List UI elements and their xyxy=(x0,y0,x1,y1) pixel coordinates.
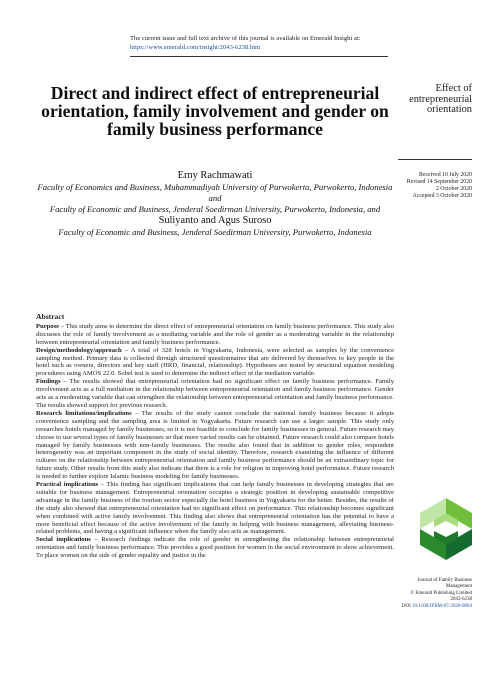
logo-facet xyxy=(420,498,446,529)
section-label: Research limitations/implications xyxy=(36,409,132,417)
emerald-journal-logo-icon xyxy=(420,498,472,560)
running-title-rule xyxy=(398,159,472,160)
abstract-section-findings: Findings – The results showed that entrepreneurial orientation had no significant effect on family business performance. Family involvement acts as a full mediation in the relationship between entrepreneurial orientation and family business performance. Gender acts as a moderating variable that can strengthen the relationship between entrepreneurial orientation and family business performance. The results showed support for previous research. xyxy=(36,378,394,409)
author-name: Erny Rachmawati xyxy=(177,170,253,181)
doi-label: DOI xyxy=(401,603,411,609)
journal-name: Journal of Family Business Management xyxy=(417,578,472,590)
doi-line xyxy=(396,604,472,610)
author-affiliation: Faculty of Economics and Business, Muhammadiyah University of Purwokerto, Purwokerto, Indonesia and xyxy=(37,182,393,203)
running-title: Effect of entrepreneurial orientation xyxy=(409,83,472,116)
abstract-section-limitations: Research limitations/implications – The results of the study cannot conclude the national family business because it adopts convenience sampling and the sampling area is limited in Yogyakarta. Future research can use a larger sample. This study only researches hotels managed by family businesses, so it is not feasible to conclude for family businesses in general. Future research may choose to use several types of family businesses so that more varied results can be obtained. Future research could also compare hotels managed by family businesses with non-family businesses. The results also found that in addition to gender roles, respondent heterogeneity was an important component in the study of social identity. Therefore, research examining the influence of different cultures on the relationship between entrepreneurial orientation and family business performance should be an extraordinary topic for future study. Other results from this study also indicate that there is a role for religion in improving hotel performance. Future research is needed to further explore Islamic business modeling for family businesses. xyxy=(36,409,394,481)
section-text: Research findings indicate the role of gender in strengthening the relationship between entrepreneurial orientation and family business performance. This provides a good position for women in the social environment to show achievement. To place women on the side of gender equality and justice in the xyxy=(36,536,395,560)
abstract-heading: Abstract xyxy=(36,312,65,321)
author-block xyxy=(36,170,394,238)
access-note xyxy=(130,34,430,52)
author-affiliation: Faculty of Economic and Business, Jenderal Soedirman University, Purwokerto, Indonesia, and xyxy=(49,204,381,214)
access-note-text: The current issue and full text archive of this journal is available on Emerald Insight at: xyxy=(130,35,361,42)
abstract-section-design: Design/methodology/approach – A total of 328 hotels in Yogyakarta, Indonesia, were selected as samples by the convenience sampling method. Primary data is collected through structured questionnaires that are delivered by themselves to key people in the hotel such as owners, directors and key staff (HRD, financial, relationship). Hypotheses are tested by structural equation modeling procedures using AMOS 22.0. Sobel test is used to determine the indirect effect of the mediation variable. xyxy=(36,346,394,378)
article-title: Direct and indirect effect of entrepreneurial orientation, family involvement and gender on family business performance xyxy=(41,83,389,139)
section-text: The results showed that entrepreneurial orientation had no significant effect on family business performance. Family involvement acts as a full mediation in the relationship between entrepreneurial orientation and family business performance. Gender acts as a moderating variable that can strengthen the relationship between entrepreneurial orientation and family business performance. The results showed support for previous research. xyxy=(36,378,394,409)
section-label: Social implications xyxy=(36,536,91,544)
section-text: The results of the study cannot conclude the national family business because it adopts convenience sampling and the sampling area is limited in Yogyakarta. Future research can use a larger sample. This study only researches hotels managed by family businesses, so it is not feasible to conclude for family businesses in general. Future research may choose to use several types of family businesses so that more varied results can be obtained. Future research could also compare hotels managed by family businesses with non-family businesses. The results also found that in addition to gender roles, respondent heterogeneity was an important component in the study of social identity. Therefore, research examining the influence of different cultures on the relationship between entrepreneurial orientation and family business performance should be an extraordinary topic for future study. Other results from this study also indicate that there is a role for religion in improving hotel performance. Future research is needed to further explore Islamic business modeling for family businesses. xyxy=(36,409,394,481)
logo-facet xyxy=(420,529,446,560)
section-label: Practical implications xyxy=(36,481,99,489)
issn: 2043-6238 xyxy=(450,597,472,603)
logo-facet xyxy=(446,529,472,560)
date-received: Received 10 July 2020 xyxy=(419,172,472,178)
journal-url-link[interactable]: https://www.emerald.com/insight/2043-6238.htm xyxy=(130,44,261,51)
section-label: Design/methodology/approach xyxy=(36,346,122,354)
abstract-section-social: Social implications – Research findings indicate the role of gender in strengthening the relationship between entrepreneurial orientation and family business performance. This provides a good position for women in the social environment to show achievement. To place women on the side of gender equality and justice in the xyxy=(36,536,395,560)
section-text: This study aims to determine the direct effect of entrepreneurial orientation on family business performance. This study also discusses the role of family involvement as a mediating variable and the role of gender as a moderating variable in the relationship between entrepreneurial orientation and family business performance. xyxy=(36,322,394,346)
date-revised: Revised 14 September 2020 xyxy=(406,179,472,185)
journal-info xyxy=(396,578,472,610)
logo-facet xyxy=(446,498,472,529)
author-affiliation: Faculty of Economic and Business, Jenderal Soedirman University, Purwokerto, Indonesia xyxy=(58,227,372,237)
abstract-section-purpose: Purpose – This study aims to determine the direct effect of entrepreneurial orientation on family business performance. This study also discusses the role of family involvement as a mediating variable and the role of gender as a moderating variable in the relationship between entrepreneurial orientation and family business performance. xyxy=(36,322,394,346)
article-dates xyxy=(392,172,472,200)
abstract xyxy=(36,313,394,560)
section-text: This finding has significant implications that can help family businesses in developing strategies that are suitable for business management. Entrepreneurial orientation occupies a strategic position in developing sustainable competitive advantage in the family business of the tourism sector especially the hotel business in Yogyakarta for the better. Besides, the results of the study also showed that entrepreneurial orientation had no significant effect on performance. This relationship becomes significant when combined with active family involvement. This finding also shows that entrepreneurial orientation has the potential to have a more beneficial effect because of the active involvement of the family in helping with business management, alleviating business-related problems, and having a significant influence when the family also acts as management. xyxy=(36,481,394,536)
doi-link[interactable]: 10.1108/JFBM-07-2020-0064 xyxy=(412,603,472,609)
author-name: Suliyanto and Agus Suroso xyxy=(158,215,272,226)
header-rule xyxy=(130,56,388,57)
abstract-section-practical: Practical implications – This finding has significant implications that can help family businesses in developing strategies that are suitable for business management. Entrepreneurial orientation occupies a strategic position in developing sustainable competitive advantage in the family business of the tourism sector especially the hotel business in Yogyakarta for the better. Besides, the results of the study also showed that entrepreneurial orientation had no significant effect on performance. This relationship becomes significant when combined with active family involvement. This finding also shows that entrepreneurial orientation has the potential to have a more beneficial effect because of the active involvement of the family in helping with business management, alleviating business-related problems, and having a significant influence when the family also acts as management. xyxy=(36,481,394,536)
date-revised-2: 2 October 2020 xyxy=(435,186,472,192)
publisher: © Emerald Publishing Limited xyxy=(410,590,472,596)
section-text: A total of 328 hotels in Yogyakarta, Indonesia, were selected as samples by the convenience sampling method. Primary data is collected through structured questionnaires that are delivered by themselves to key people in the hotel such as owners, directors and key staff (HRD, financial, relationship). Hypotheses are tested by structural equation modeling procedures using AMOS 22.0. Sobel test is used to determine the indirect effect of the mediation variable. xyxy=(36,346,394,378)
section-label: Findings xyxy=(36,378,61,386)
date-accepted: Accepted 3 October 2020 xyxy=(412,193,472,199)
section-label: Purpose xyxy=(36,322,60,330)
